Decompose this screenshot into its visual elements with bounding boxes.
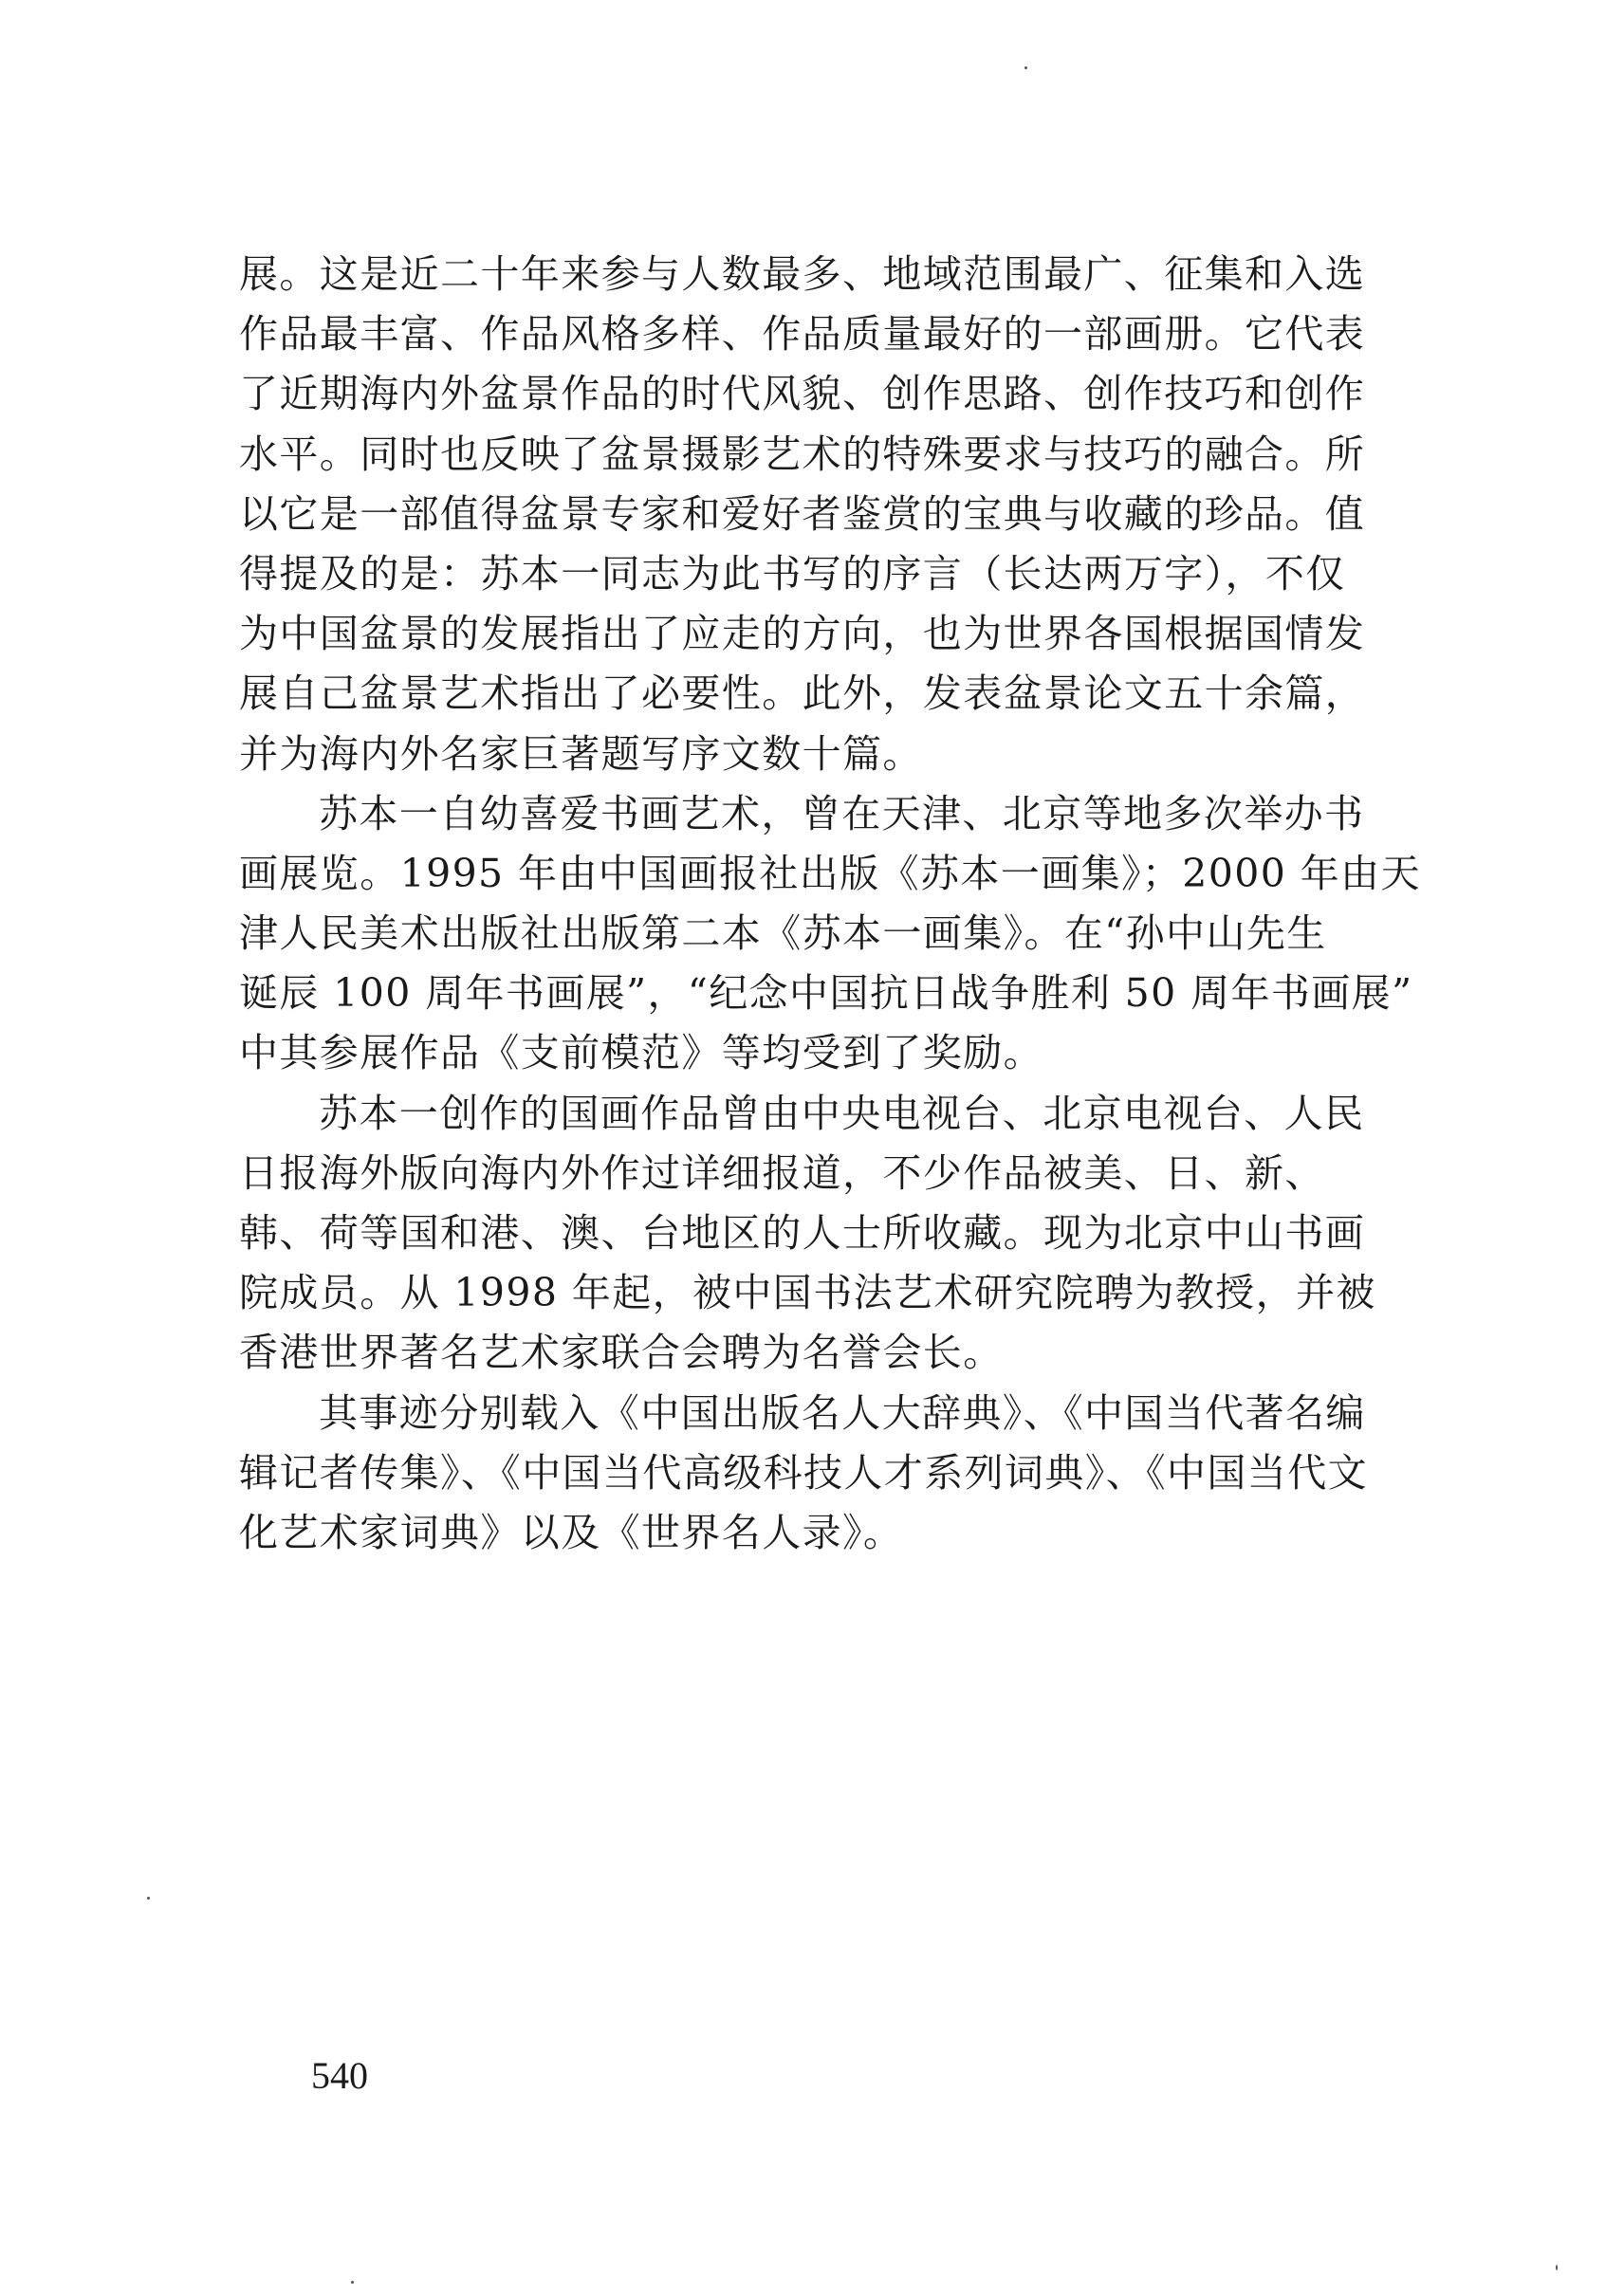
text-line: 作品最丰富、作品风格多样、作品质量最好的一部画册。它代表 xyxy=(239,311,1366,358)
text-line: 韩、荷等国和港、澳、台地区的人士所收藏。现为北京中山书画 xyxy=(239,1210,1366,1256)
paragraph-4 xyxy=(239,1384,1420,1564)
scan-speck xyxy=(1024,66,1027,69)
text-line: 辑记者传集》、《中国当代高级科技人才系列词典》、《中国当代文 xyxy=(239,1449,1368,1496)
paragraph-3 xyxy=(239,1084,1420,1384)
paragraph-2 xyxy=(239,784,1420,1084)
scan-speck xyxy=(147,1897,150,1900)
text-line: 并为海内外名家巨著题写序文数十篇。 xyxy=(239,730,923,777)
paragraph-1 xyxy=(239,245,1420,784)
scan-speck xyxy=(1556,2265,1558,2270)
text-line: 诞辰 100 周年书画展”，“纪念中国抗日战争胜利 50 周年书画展” xyxy=(239,970,1413,1017)
text-line: 了近期海内外盆景作品的时代风貌、创作思路、创作技巧和创作 xyxy=(239,371,1366,417)
text-line: 展自己盆景艺术指出了必要性。此外，发表盆景论文五十余篇， xyxy=(239,670,1366,717)
text-line: 院成员。从 1998 年起，被中国书法艺术研究院聘为教授，并被 xyxy=(239,1270,1376,1316)
text-line: 以它是一部值得盆景专家和爱好者鉴赏的宝典与收藏的珍品。值 xyxy=(239,490,1366,537)
body-text xyxy=(239,245,1420,1563)
text-line: 香港世界著名艺术家联合会聘为名誉会长。 xyxy=(239,1330,1004,1376)
text-line: 其事迹分别载入《中国出版名人大辞典》、《中国当代著名编 xyxy=(319,1389,1366,1436)
text-line: 苏本一创作的国画作品曾由中央电视台、北京电视台、人民 xyxy=(319,1090,1365,1136)
text-line: 得提及的是：苏本一同志为此书写的序言（长达两万字），不仅 xyxy=(239,550,1346,597)
page-number: 540 xyxy=(311,2054,368,2097)
text-line: 中其参展作品《支前模范》等均受到了奖励。 xyxy=(239,1030,1043,1076)
text-line: 日报海外版向海内外作过详细报道，不少作品被美、日、新、 xyxy=(239,1149,1325,1196)
text-line: 水平。同时也反映了盆景摄影艺术的特殊要求与技巧的融合。所 xyxy=(239,431,1366,477)
text-line: 画展览。1995 年由中国画报社出版《苏本一画集》；2000 年由天 xyxy=(239,850,1421,896)
text-line: 津人民美术出版社出版第二本《苏本一画集》。在“孙中山先生 xyxy=(239,910,1327,957)
text-line: 为中国盆景的发展指出了应走的方向，也为世界各国根据国情发 xyxy=(239,611,1366,657)
text-line: 化艺术家词典》以及《世界名人录》。 xyxy=(239,1509,904,1555)
text-line: 展。这是近二十年来参与人数最多、地域范围最广、征集和入选 xyxy=(239,251,1366,297)
text-line: 苏本一自幼喜爱书画艺术，曾在天津、北京等地多次举办书 xyxy=(319,790,1365,836)
scan-speck xyxy=(351,2281,354,2284)
